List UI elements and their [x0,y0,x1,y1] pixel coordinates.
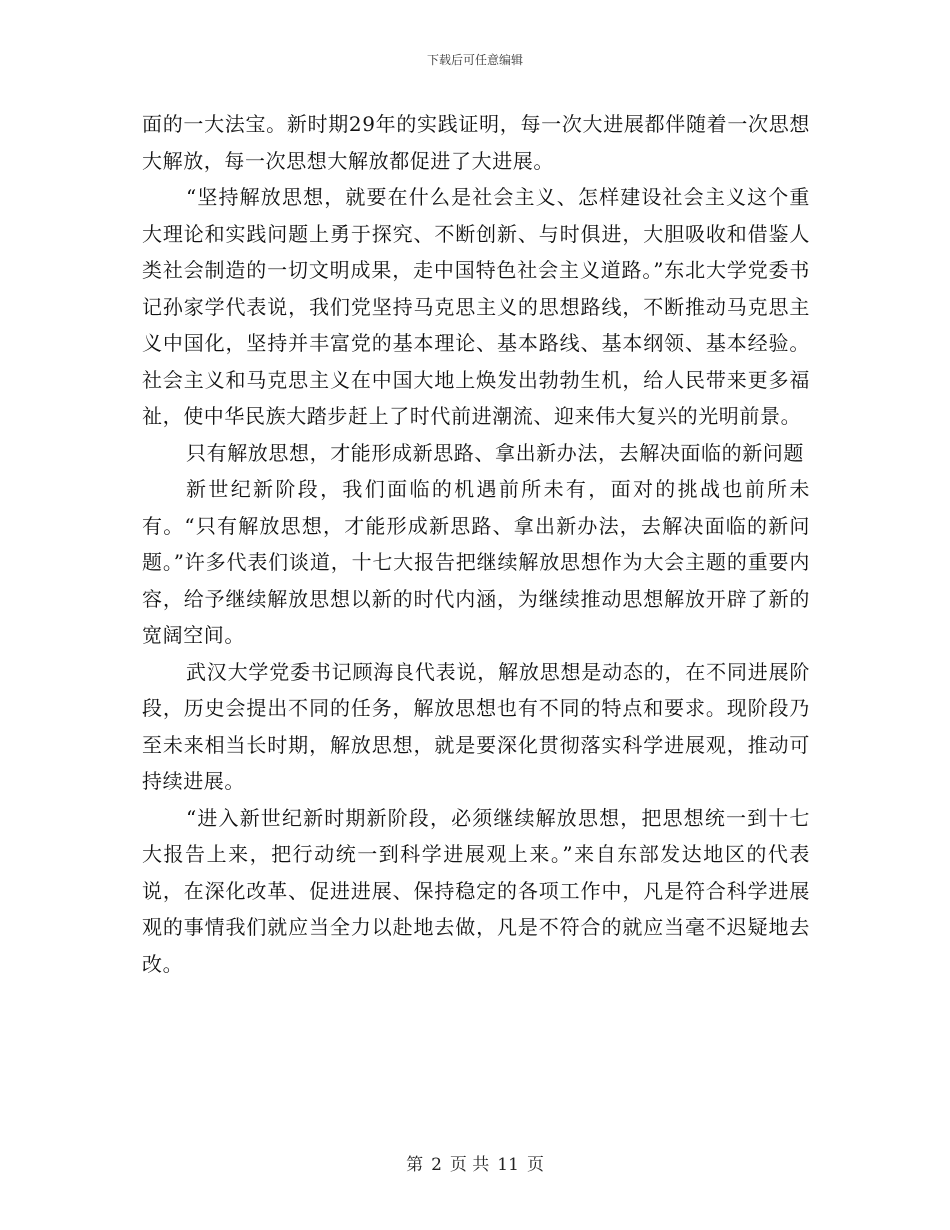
paragraph-2: “坚持解放思想，就要在什么是社会主义、怎样建设社会主义这个重大理论和实践问题上勇于探究、不断创新、与时俱进，大胆吸收和借鉴人类社会制造的一切文明成果，走中国特色社会主义道路。”东北大学党委书记孙家学代表说，我们党坚持马克思主义的思想路线，不断推动马克思主义中国化，坚持并丰富党的基本理论、基本路线、基本纲领、基本经验。社会主义和马克思主义在中国大地上焕发出勃勃生机，给人民带来更多福祉，使中华民族大踏步赶上了时代前进潮流、迎来伟大复兴的光明前景。 [142,185,810,428]
footer-middle: 页 共 [449,1155,490,1175]
paragraph-1: 面的一大法宝。新时期29年的实践证明，每一次大进展都伴随着一次思想大解放，每一次思想大解放都促进了大进展。 [142,112,810,173]
page-header: 下载后可任意编辑 [426,53,523,67]
paragraph-5: 武汉大学党委书记顾海良代表说，解放思想是动态的，在不同进展阶段，历史会提出不同的任务，解放思想也有不同的特点和要求。现阶段乃至未来相当长时期，解放思想，就是要深化贯彻落实科学进展观，推动可持续进展。 [142,659,810,793]
footer-suffix: 页 [526,1155,544,1175]
document-body [142,106,810,982]
paragraph-3-subheading: 只有解放思想，才能形成新思路、拿出新办法，去解决面临的新问题 [186,440,804,465]
total-pages: 11 [497,1155,519,1175]
footer-prefix: 第 [406,1155,424,1175]
page-number: 2 [431,1155,442,1175]
paragraph-4: 新世纪新阶段，我们面临的机遇前所未有，面对的挑战也前所未有。“只有解放思想，才能形成新思路、拿出新办法，去解决面临的新问题。”许多代表们谈道，十七大报告把继续解放思想作为大会主题的重要内容，给予继续解放思想以新的时代内涵，为继续推动思想解放开辟了新的宽阔空间。 [142,477,810,647]
paragraph-6: “进入新世纪新时期新阶段，必须继续解放思想，把思想统一到十七大报告上来，把行动统一到科学进展观上来。”来自东部发达地区的代表说，在深化改革、促进进展、保持稳定的各项工作中，凡是符合科学进展观的事情我们就应当全力以赴地去做，凡是不符合的就应当毫不迟疑地去改。 [142,805,810,976]
page-footer [0,1154,950,1176]
